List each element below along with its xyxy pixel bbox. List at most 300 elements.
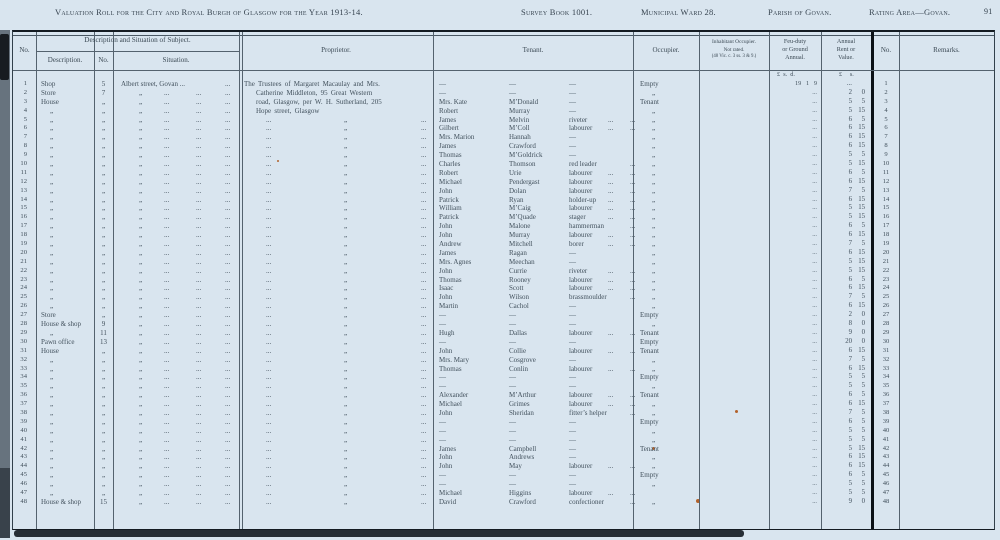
description-cell: Store xyxy=(41,88,56,97)
rent-shillings-cell: 5 xyxy=(861,222,865,230)
occupier-cell: „ xyxy=(652,284,656,293)
tenant-forename: Charles xyxy=(439,160,461,169)
tenant-surname: — xyxy=(509,382,516,391)
table-row xyxy=(13,480,994,489)
tenant-leader-dots: ... xyxy=(608,240,614,249)
proprietor-leader-dots: ... xyxy=(266,124,272,133)
proprietor-leader-dots: ... xyxy=(421,240,427,249)
tenant-leader-dots: ... xyxy=(630,346,636,355)
description-cell: „ xyxy=(50,133,54,142)
col-header-no: No. xyxy=(19,46,30,54)
tenant-forename: John xyxy=(439,462,453,471)
description-cell: House & shop xyxy=(41,497,82,506)
occupier-cell: „ xyxy=(652,124,656,133)
rent-pounds-cell: 5 xyxy=(848,382,852,390)
proprietor-leader-dots: ... xyxy=(421,195,427,204)
table-row xyxy=(13,124,994,133)
entry-number: 8 xyxy=(23,142,27,150)
situation-leader-dots: ... xyxy=(164,382,170,391)
proprietor-leader-dots: ... xyxy=(266,435,272,444)
tenant-forename: Mrs. Kate xyxy=(439,97,467,106)
entry-number-right: 11 xyxy=(882,168,890,176)
occupier-cell: Tenant xyxy=(640,391,659,400)
municipal-ward-label: Municipal Ward 28. xyxy=(641,7,716,17)
entry-number-right: 9 xyxy=(884,151,888,159)
proprietor-leader-dots: ... xyxy=(266,497,272,506)
situation-leader-dots: ... xyxy=(164,284,170,293)
situation-leader-dots: ... xyxy=(164,444,170,453)
entry-number: 17 xyxy=(20,222,27,230)
street-number-cell: „ xyxy=(101,373,106,382)
tenant-forename: William xyxy=(439,204,462,213)
proprietor-ditto: „ xyxy=(344,453,348,462)
entry-number-right: 5 xyxy=(884,115,888,123)
tenant-occupation: stager xyxy=(569,213,586,222)
tenant-forename: Mrs. Marion xyxy=(439,133,475,142)
proprietor-leader-dots: ... xyxy=(421,293,427,302)
tenant-surname: Murray xyxy=(509,106,530,115)
tenant-surname: Thomson xyxy=(509,160,536,169)
table-row xyxy=(13,356,994,365)
proprietor-ditto: „ xyxy=(344,471,348,480)
tenant-occupation: — xyxy=(569,435,576,444)
rent-pounds-cell: 6 xyxy=(848,177,852,185)
proprietor-ditto: „ xyxy=(344,302,348,311)
situation-leader-dots: ... xyxy=(164,222,170,231)
situation-leader-dots: ... xyxy=(225,222,231,231)
tenant-leader-dots: ... xyxy=(630,284,636,293)
proprietor-ditto: „ xyxy=(344,266,348,275)
occupier-cell: „ xyxy=(652,248,656,257)
tenant-surname: Cachol xyxy=(509,302,529,311)
rent-pounds-cell: 5 xyxy=(848,426,852,434)
rent-pounds-cell: 6 xyxy=(848,142,852,150)
proprietor-leader-dots: ... xyxy=(421,168,427,177)
entry-number: 9 xyxy=(23,151,27,159)
rent-pounds-cell: 6 xyxy=(848,471,852,479)
street-number-cell: „ xyxy=(101,355,106,364)
situation-ditto: „ xyxy=(139,444,143,453)
tenant-forename: John xyxy=(439,231,453,240)
rent-shillings-cell: 15 xyxy=(858,248,865,256)
entry-number: 18 xyxy=(20,231,27,239)
description-cell: „ xyxy=(50,408,54,417)
tenant-leader-dots: ... xyxy=(630,497,636,506)
proprietor-leader-dots: ... xyxy=(266,160,272,169)
street-number-cell: „ xyxy=(101,444,106,453)
rent-pounds-cell: 6 xyxy=(848,284,852,292)
feu-duty-cell: ... xyxy=(812,480,817,488)
entry-number-right: 37 xyxy=(882,400,890,408)
table-row xyxy=(13,400,994,409)
rent-pounds-cell: 6 xyxy=(848,248,852,256)
situation-leader-dots: ... xyxy=(196,186,202,195)
situation-leader-dots: ... xyxy=(225,462,231,471)
occupier-cell: Tenant xyxy=(640,328,659,337)
street-number-cell: 13 xyxy=(100,337,107,346)
situation-leader-dots: ... xyxy=(196,177,202,186)
proprietor-ditto: „ xyxy=(344,311,348,320)
description-cell: „ xyxy=(50,115,54,124)
situation-leader-dots: ... xyxy=(164,408,170,417)
street-number-cell: „ xyxy=(101,364,106,373)
situation-ditto: „ xyxy=(139,257,143,266)
proprietor-leader-dots: ... xyxy=(421,177,427,186)
proprietor-leader-dots: ... xyxy=(266,133,272,142)
col-header-remarks: Remarks. xyxy=(933,46,960,54)
feu-duty-cell: ... xyxy=(812,115,817,123)
table-row xyxy=(13,373,994,382)
situation-ditto: „ xyxy=(139,328,143,337)
street-number-cell: 5 xyxy=(101,80,106,88)
proprietor-ditto: „ xyxy=(344,186,348,195)
entry-number: 36 xyxy=(20,391,27,399)
proprietor-ditto: „ xyxy=(344,213,348,222)
tenant-occupation: labourer xyxy=(569,400,593,409)
situation-leader-dots: ... xyxy=(225,480,231,489)
situation-leader-dots: ... xyxy=(225,213,231,222)
tenant-occupation: — xyxy=(569,88,576,97)
description-cell: „ xyxy=(50,195,54,204)
street-number-cell: „ xyxy=(101,124,106,133)
situation-ditto: „ xyxy=(139,302,143,311)
proprietor-ditto: „ xyxy=(344,391,348,400)
rent-pounds-cell: 5 xyxy=(848,266,852,274)
tenant-leader-dots: ... xyxy=(608,168,614,177)
tenant-occupation: labourer xyxy=(569,168,593,177)
situation-ditto: „ xyxy=(139,488,143,497)
proprietor-ditto: „ xyxy=(344,257,348,266)
entry-number-right: 27 xyxy=(882,311,890,319)
tenant-surname: — xyxy=(509,417,516,426)
proprietor-leader-dots: ... xyxy=(421,417,427,426)
scan-bottom-shadow xyxy=(14,530,744,537)
tenant-surname: Malone xyxy=(509,222,531,231)
occupier-cell: „ xyxy=(652,257,656,266)
rent-shillings-cell: 5 xyxy=(861,480,865,488)
situation-leader-dots: ... xyxy=(196,417,202,426)
feu-duty-cell: ... xyxy=(812,435,817,443)
description-cell: „ xyxy=(50,293,54,302)
feu-duty-cell: ... xyxy=(812,355,817,363)
situation-ditto: „ xyxy=(139,453,143,462)
tenant-leader-dots: ... xyxy=(630,124,636,133)
situation-leader-dots: ... xyxy=(225,240,231,249)
tenant-occupation: fitter’s helper xyxy=(569,408,607,417)
proprietor-leader-dots: ... xyxy=(266,293,272,302)
feu-duty-cell: ... xyxy=(812,417,817,425)
description-cell: „ xyxy=(50,231,54,240)
description-cell: „ xyxy=(50,177,54,186)
situation-leader-dots: ... xyxy=(164,133,170,142)
entry-number: 28 xyxy=(20,320,27,328)
tenant-occupation: borer xyxy=(569,240,584,249)
situation-leader-dots: ... xyxy=(225,320,231,329)
rent-shillings-cell: 5 xyxy=(861,382,865,390)
entry-number: 26 xyxy=(20,302,27,310)
situation-leader-dots: ... xyxy=(196,311,202,320)
occupier-cell: Tenant xyxy=(640,97,659,106)
entry-number-right: 47 xyxy=(882,488,890,496)
proprietor-ditto: „ xyxy=(344,373,348,382)
situation-leader-dots: ... xyxy=(196,284,202,293)
table-row xyxy=(13,320,994,329)
rent-shillings-cell: 0 xyxy=(861,88,865,96)
situation-ditto: „ xyxy=(139,435,143,444)
occupier-cell: Empty xyxy=(640,373,659,382)
tenant-occupation: labourer xyxy=(569,275,593,284)
table-row xyxy=(13,391,994,400)
tenant-surname: M’Coll xyxy=(509,124,530,133)
situation-leader-dots: ... xyxy=(164,337,170,346)
entry-number-right: 30 xyxy=(882,337,890,345)
proprietor-leader-dots: ... xyxy=(421,115,427,124)
proprietor-leader-dots: ... xyxy=(421,444,427,453)
situation-leader-dots: ... xyxy=(225,186,231,195)
tenant-forename: James xyxy=(439,444,457,453)
proprietor-ditto: „ xyxy=(344,195,348,204)
situation-leader-dots: ... xyxy=(196,480,202,489)
col-header-feu-duty: Feu-duty xyxy=(783,38,807,45)
entry-number: 15 xyxy=(20,204,27,212)
entry-number: 43 xyxy=(20,453,27,461)
rent-shillings-cell: 15 xyxy=(858,364,865,372)
tenant-leader-dots: ... xyxy=(608,488,614,497)
situation-leader-dots: ... xyxy=(225,266,231,275)
table-row xyxy=(13,329,994,338)
situation-leader-dots: ... xyxy=(164,373,170,382)
col-header-description-group: Description and Situation of Subject. xyxy=(84,36,191,44)
tenant-surname: Currie xyxy=(509,266,527,275)
tenant-leader-dots: ... xyxy=(608,266,614,275)
proprietor-leader-dots: ... xyxy=(421,284,427,293)
col-header-occupier: Occupier. xyxy=(652,46,680,54)
street-number-cell: „ xyxy=(101,195,106,204)
proprietor-leader-dots: ... xyxy=(266,115,272,124)
situation-leader-dots: ... xyxy=(196,320,202,329)
description-cell: Shop xyxy=(41,80,56,88)
occupier-cell: „ xyxy=(652,453,656,462)
description-cell: House xyxy=(41,346,59,355)
proprietor-leader-dots: ... xyxy=(266,453,272,462)
rent-shillings-cell: 5 xyxy=(861,426,865,434)
rent-shillings-cell: 15 xyxy=(858,302,865,310)
situation-leader-dots: ... xyxy=(225,195,231,204)
feu-duty-cell: ... xyxy=(812,293,817,301)
rent-pounds-cell: 6 xyxy=(848,133,852,141)
proprietor-leader-dots: ... xyxy=(266,204,272,213)
entry-number: 16 xyxy=(20,213,27,221)
description-cell: „ xyxy=(50,453,54,462)
proprietor-leader-dots: ... xyxy=(266,480,272,489)
description-cell: „ xyxy=(50,284,54,293)
situation-leader-dots: ... xyxy=(196,97,202,106)
entry-number-right: 25 xyxy=(882,293,890,301)
street-number-cell: „ xyxy=(101,488,106,497)
situation-ditto: „ xyxy=(139,480,143,489)
table-row xyxy=(13,98,994,107)
rent-pounds-cell: 5 xyxy=(848,160,852,168)
street-number-cell: „ xyxy=(101,97,106,106)
rent-pounds-cell: 7 xyxy=(848,240,852,248)
table-row xyxy=(13,187,994,196)
table-row xyxy=(13,284,994,293)
tenant-surname: Mitchell xyxy=(509,240,533,249)
table-row xyxy=(13,436,994,445)
proprietor-ditto: „ xyxy=(344,435,348,444)
rent-shillings-cell: 5 xyxy=(861,355,865,363)
situation-leader-dots: ... xyxy=(196,364,202,373)
tenant-surname: Meechan xyxy=(509,257,535,266)
occupier-cell: Empty xyxy=(640,337,659,346)
tenant-surname: — xyxy=(509,471,516,480)
situation-ditto: „ xyxy=(139,97,143,106)
scan-edge-strip xyxy=(0,30,10,538)
entry-number-right: 43 xyxy=(882,453,890,461)
situation-leader-dots: ... xyxy=(196,328,202,337)
entry-number: 13 xyxy=(20,186,27,194)
tenant-occupation: — xyxy=(569,302,576,311)
description-cell: „ xyxy=(50,204,54,213)
proprietor-leader-dots: ... xyxy=(421,204,427,213)
feu-duty-cell: ... xyxy=(812,346,817,354)
occupier-cell: „ xyxy=(652,151,656,160)
street-number-cell: „ xyxy=(101,115,106,124)
table-row xyxy=(13,409,994,418)
tenant-forename: David xyxy=(439,497,457,506)
situation-ditto: „ xyxy=(139,204,143,213)
situation-leader-dots: ... xyxy=(164,302,170,311)
entry-number-right: 45 xyxy=(882,471,890,479)
table-row xyxy=(13,196,994,205)
feu-duty-cell: ... xyxy=(812,400,817,408)
street-number-cell: „ xyxy=(101,453,106,462)
tenant-occupation: — xyxy=(569,373,576,382)
col-header-annual-rent: Annual xyxy=(836,38,856,45)
entry-number: 22 xyxy=(20,266,27,274)
rent-pounds-cell: 6 xyxy=(848,275,852,283)
tenant-occupation: — xyxy=(569,97,576,106)
entry-number-right: 34 xyxy=(882,373,890,381)
tenant-occupation: — xyxy=(569,382,576,391)
tenant-surname: Conlin xyxy=(509,364,529,373)
table-row xyxy=(13,151,994,160)
feu-duty-units: £ s. d. xyxy=(777,71,795,78)
rent-pounds-cell: 5 xyxy=(848,480,852,488)
feu-duty-cell: ... xyxy=(812,488,817,496)
proprietor-leader-dots: ... xyxy=(421,462,427,471)
entry-number: 2 xyxy=(23,88,27,96)
street-number-cell: 15 xyxy=(100,497,107,506)
proprietor-leader-dots: ... xyxy=(266,257,272,266)
situation-ditto: „ xyxy=(139,293,143,302)
proprietor-leader-dots: ... xyxy=(421,160,427,169)
proprietor-leader-dots: ... xyxy=(421,373,427,382)
tenant-surname: — xyxy=(509,88,516,97)
tenant-forename: Thomas xyxy=(439,151,462,160)
tenant-surname: Crawford xyxy=(509,142,536,151)
rent-pounds-cell: 5 xyxy=(848,444,852,452)
rent-shillings-cell: 0 xyxy=(861,337,865,345)
entry-number: 45 xyxy=(20,471,27,479)
proprietor-ditto: „ xyxy=(344,328,348,337)
occupier-cell: „ xyxy=(652,240,656,249)
table-row xyxy=(13,347,994,356)
street-number-cell: 11 xyxy=(100,328,107,337)
tenant-occupation: labourer xyxy=(569,204,593,213)
situation-leader-dots: ... xyxy=(225,408,231,417)
situation-leader-dots: ... xyxy=(225,497,231,506)
situation-ditto: „ xyxy=(139,462,143,471)
table-row xyxy=(13,418,994,427)
proprietor-ditto: „ xyxy=(344,364,348,373)
tenant-forename: Thomas xyxy=(439,364,462,373)
tenant-surname: Grimes xyxy=(509,400,530,409)
situation-leader-dots: ... xyxy=(164,275,170,284)
rent-pounds-cell: 9 xyxy=(848,497,852,505)
entry-number: 32 xyxy=(20,355,27,363)
situation-ditto: „ xyxy=(139,364,143,373)
description-cell: „ xyxy=(50,391,54,400)
tenant-leader-dots: ... xyxy=(608,284,614,293)
tenant-surname: Dolan xyxy=(509,186,527,195)
description-cell: House xyxy=(41,97,59,106)
street-number-cell: „ xyxy=(101,284,106,293)
feu-duty-cell: ... xyxy=(812,160,817,168)
entry-number: 23 xyxy=(20,275,27,283)
description-cell: „ xyxy=(50,142,54,151)
col-header-inhabitant-occupier: Inhabitant Occupier. xyxy=(711,39,756,45)
situation-leader-dots: ... xyxy=(225,453,231,462)
rent-pounds-cell: 6 xyxy=(848,302,852,310)
street-number-cell: „ xyxy=(101,186,106,195)
proprietor-ditto: „ xyxy=(344,124,348,133)
table-row xyxy=(13,204,994,213)
rent-shillings-cell: 15 xyxy=(858,257,865,265)
situation-leader-dots: ... xyxy=(164,106,170,115)
situation-leader-dots: ... xyxy=(164,471,170,480)
rent-pounds-cell: 20 xyxy=(845,337,852,345)
table-row xyxy=(13,293,994,302)
street-number-cell: „ xyxy=(101,382,106,391)
street-number-cell: „ xyxy=(101,231,106,240)
description-cell: „ xyxy=(50,213,54,222)
proprietor-leader-dots: ... xyxy=(266,302,272,311)
situation-ditto: „ xyxy=(139,320,143,329)
street-number-cell: „ xyxy=(101,391,106,400)
feu-duty-cell: ... xyxy=(812,462,817,470)
proprietor-leader-dots: ... xyxy=(421,133,427,142)
proprietor-leader-dots: ... xyxy=(266,373,272,382)
entry-number: 42 xyxy=(20,444,27,452)
tenant-leader-dots: ... xyxy=(630,186,636,195)
proprietor-leader-dots: ... xyxy=(266,311,272,320)
occupier-cell: „ xyxy=(652,408,656,417)
tenant-leader-dots: ... xyxy=(608,204,614,213)
situation-leader-dots: ... xyxy=(196,204,202,213)
table-row xyxy=(13,249,994,258)
feu-duty-cell: ... xyxy=(812,311,817,319)
situation-leader-dots: ... xyxy=(164,355,170,364)
situation-leader-dots: ... xyxy=(164,311,170,320)
tenant-forename: Robert xyxy=(439,106,459,115)
survey-book-label: Survey Book 1001. xyxy=(521,7,593,17)
street-number-cell: „ xyxy=(101,275,106,284)
occupier-cell: „ xyxy=(652,222,656,231)
proprietor-leader-dots: ... xyxy=(266,222,272,231)
situation-ditto: „ xyxy=(139,248,143,257)
table-row xyxy=(13,453,994,462)
